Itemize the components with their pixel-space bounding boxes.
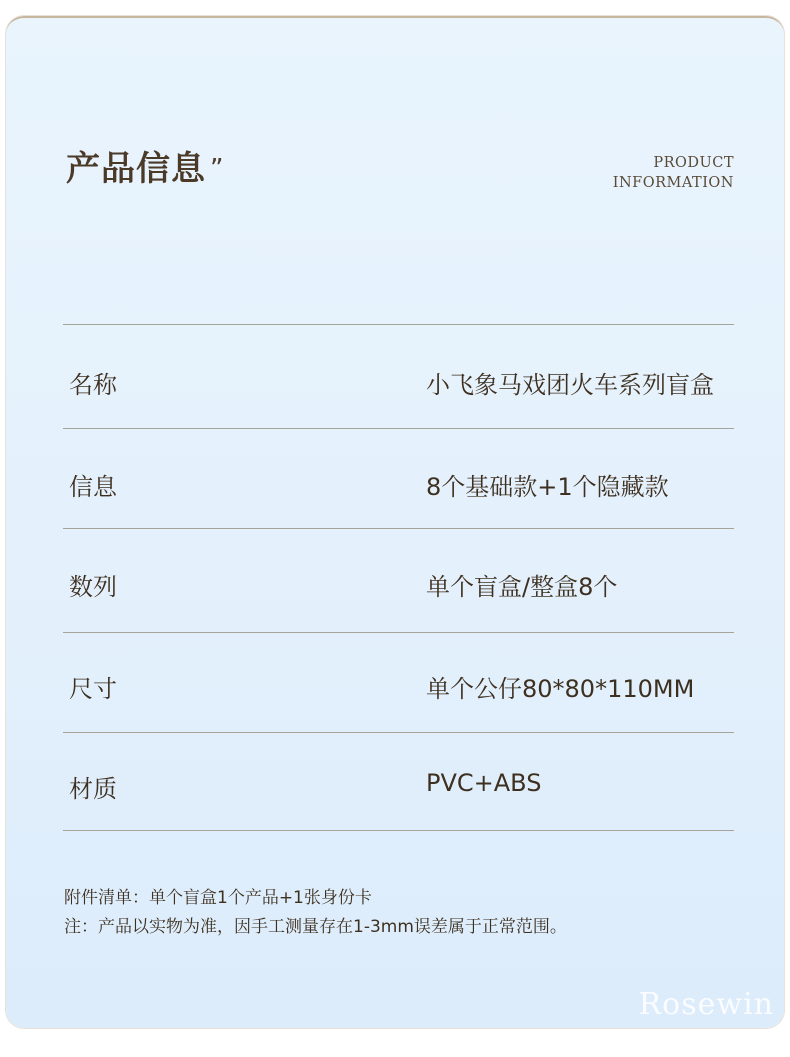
brand-watermark: Rosewin (638, 987, 774, 1022)
spec-label-quantity: 数列 (69, 573, 117, 601)
spec-row-size (63, 633, 734, 733)
title-quote-mark: ” (210, 154, 225, 184)
spec-value-info: 8个基础款+1个隐藏款 (426, 473, 669, 501)
spec-value-size: 单个公仔80*80*110MM (426, 675, 695, 703)
measurement-disclaimer-note: 注：产品以实物为准，因手工测量存在1-3mm误差属于正常范围。 (64, 917, 567, 937)
english-title-line-2: INFORMATION (612, 175, 734, 191)
accessory-list-note: 附件清单：单个盲盒1个产品+1张身份卡 (64, 888, 372, 908)
english-title (613, 153, 734, 193)
product-info-card (6, 16, 784, 1028)
spec-row-name (63, 325, 734, 429)
spec-label-info: 信息 (69, 473, 117, 501)
notes-section (64, 884, 567, 942)
spec-label-name: 名称 (69, 371, 117, 399)
spec-table (63, 324, 734, 831)
spec-row-material (63, 733, 734, 831)
spec-label-material: 材质 (69, 775, 117, 803)
spec-label-size: 尺寸 (69, 675, 117, 703)
english-title-line-1: PRODUCT (653, 155, 734, 171)
page-title-text: 产品信息 (66, 149, 206, 189)
spec-row-quantity (63, 529, 734, 633)
page-title (66, 146, 224, 192)
spec-row-info (63, 429, 734, 529)
spec-value-name: 小飞象马戏团火车系列盲盒 (426, 371, 714, 399)
spec-value-material: PVC+ABS (426, 769, 542, 797)
spec-value-quantity: 单个盲盒/整盒8个 (426, 573, 618, 601)
